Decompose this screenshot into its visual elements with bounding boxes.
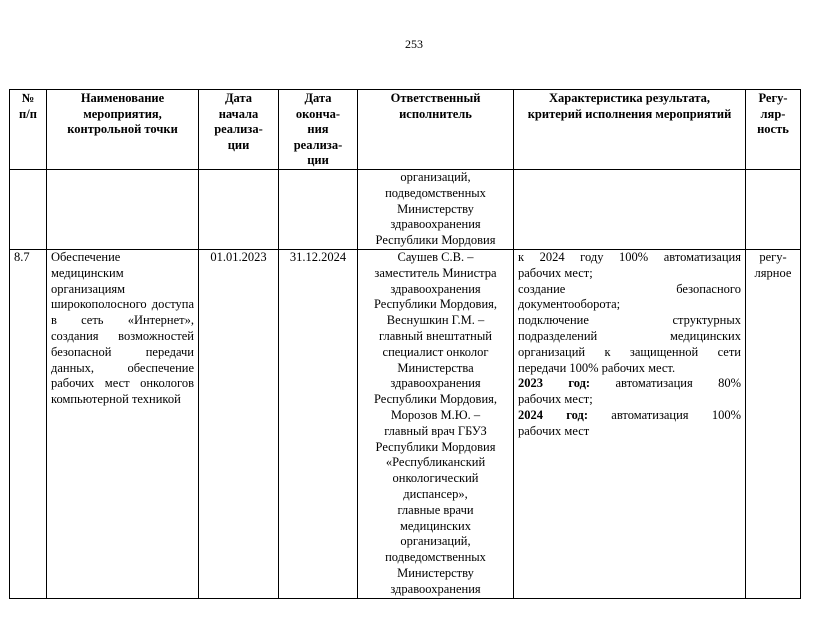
table-row-8-7 bbox=[10, 249, 801, 598]
resp-line: Веснушкин Г.М. – bbox=[386, 313, 485, 328]
resp-line: подведомственных bbox=[385, 550, 486, 565]
resp-line: Министерству bbox=[397, 565, 474, 580]
row-regularity-cell bbox=[746, 249, 801, 598]
cont-resp-line: Министерству bbox=[397, 201, 474, 216]
header-name-line2: мероприятия, bbox=[83, 106, 162, 121]
header-name-line1: Наименование bbox=[80, 91, 165, 105]
resp-line: Саушев С.В. – bbox=[397, 249, 474, 264]
resp-line: Республики Мордовия, bbox=[373, 297, 498, 312]
resp-line: здравоохранения bbox=[390, 376, 481, 391]
result-year-2024-text: автоматизация 100% bbox=[611, 407, 741, 422]
header-end-line3: ния bbox=[307, 122, 329, 136]
resp-line: главный внештатный bbox=[379, 328, 492, 343]
resp-line: специалист онколог bbox=[382, 344, 489, 359]
cont-end-cell bbox=[279, 170, 358, 250]
header-end-line1: Дата bbox=[304, 91, 332, 105]
regularity-line2: лярное bbox=[754, 265, 792, 280]
header-regular-line3: ность bbox=[757, 122, 789, 136]
result-line: рабочих мест; bbox=[518, 265, 593, 280]
cont-resp-line: здравоохранения bbox=[390, 217, 481, 232]
header-end-date bbox=[279, 90, 358, 170]
header-regular-line2: ляр- bbox=[760, 106, 786, 121]
header-name bbox=[47, 90, 199, 170]
result-line: рабочих мест; bbox=[518, 392, 593, 407]
resp-line: здравоохранения bbox=[390, 281, 481, 296]
result-line-2023 bbox=[518, 376, 741, 392]
resp-line: «Республиканский bbox=[385, 455, 486, 470]
header-start-date bbox=[199, 90, 279, 170]
header-result bbox=[514, 90, 746, 170]
resp-line: здравоохранения bbox=[390, 581, 481, 596]
resp-line: заместитель Министра bbox=[374, 265, 497, 280]
header-start-line1: Дата bbox=[224, 91, 253, 105]
resp-line: диспансер», bbox=[403, 486, 468, 501]
result-line-2024 bbox=[518, 408, 741, 424]
result-line: документооборота; bbox=[518, 297, 621, 312]
header-resp-line1: Ответственный bbox=[390, 91, 481, 105]
table-row-continuation bbox=[10, 170, 801, 250]
result-line: к 2024 году 100% автоматизация bbox=[518, 249, 741, 264]
resp-line: главные врачи bbox=[397, 502, 474, 517]
header-start-line3: реализа- bbox=[214, 122, 263, 136]
resp-line: Министерства bbox=[397, 360, 474, 375]
result-line: подразделений медицинских bbox=[518, 328, 741, 343]
header-responsible bbox=[358, 90, 514, 170]
header-end-line5: ции bbox=[307, 153, 329, 167]
row-result-cell bbox=[514, 249, 746, 598]
header-number-line2: п/п bbox=[19, 106, 37, 121]
resp-line: Республики Мордовия bbox=[375, 439, 496, 454]
result-line: создание безопасного bbox=[518, 281, 741, 296]
row-name-cell: Обеспечение медицинским организациям широкополосного доступа в сеть «Интернет», создания возможностей безопасной передачи данных, обеспечение рабочих мест онкологов компьютерной техникой bbox=[47, 249, 199, 598]
cont-responsible-cell bbox=[358, 170, 514, 250]
result-line: передачи 100% рабочих мест. bbox=[518, 360, 676, 375]
row-number-cell: 8.7 bbox=[10, 249, 47, 598]
cont-result-cell bbox=[514, 170, 746, 250]
result-line: рабочих мест bbox=[518, 423, 590, 438]
cont-start-cell bbox=[199, 170, 279, 250]
cont-regularity-cell bbox=[746, 170, 801, 250]
header-number bbox=[10, 90, 47, 170]
row-end-date-cell: 31.12.2024 bbox=[279, 249, 358, 598]
result-line: подключение структурных bbox=[518, 313, 741, 328]
regularity-line1: регу- bbox=[759, 249, 787, 264]
page-number: 253 bbox=[405, 37, 423, 51]
header-start-line4: ции bbox=[227, 137, 250, 152]
resp-line: организаций, bbox=[400, 534, 471, 549]
resp-line: онкологический bbox=[392, 471, 479, 486]
result-line: организаций к защищенной сети bbox=[518, 344, 741, 359]
result-year-2023-text: автоматизация 80% bbox=[615, 376, 741, 391]
header-result-line1: Характеристика результата, bbox=[548, 91, 711, 105]
header-result-line2: критерий исполнения мероприятий bbox=[527, 106, 732, 121]
header-regular-line1: Регу- bbox=[758, 91, 788, 105]
header-resp-line2: исполнитель bbox=[399, 106, 472, 121]
header-name-line3: контрольной точки bbox=[67, 122, 178, 136]
cont-resp-line: организаций, bbox=[400, 170, 471, 184]
cont-name-cell bbox=[47, 170, 199, 250]
resp-line: Республики Мордовия, bbox=[373, 392, 498, 407]
result-year-2023-label: 2023 год: bbox=[518, 376, 591, 391]
resp-line: медицинских bbox=[400, 518, 471, 533]
header-end-line2: оконча- bbox=[295, 106, 341, 121]
header-regularity bbox=[746, 90, 801, 170]
table-header-row bbox=[10, 90, 801, 170]
resp-line: Морозов М.Ю. – bbox=[390, 407, 481, 422]
action-plan-table bbox=[9, 89, 801, 599]
header-end-line4: реализа- bbox=[293, 137, 343, 152]
cont-resp-line: Республики Мордовия bbox=[375, 233, 496, 248]
header-start-line2: начала bbox=[218, 106, 259, 121]
resp-line: главный врач ГБУЗ bbox=[384, 423, 487, 438]
row-start-date-cell: 01.01.2023 bbox=[199, 249, 279, 598]
cont-number-cell bbox=[10, 170, 47, 250]
row-responsible-cell bbox=[358, 249, 514, 598]
cont-resp-line: подведомственных bbox=[385, 185, 486, 200]
header-number-line1: № bbox=[21, 91, 35, 105]
result-year-2024-label: 2024 год: bbox=[518, 407, 589, 422]
